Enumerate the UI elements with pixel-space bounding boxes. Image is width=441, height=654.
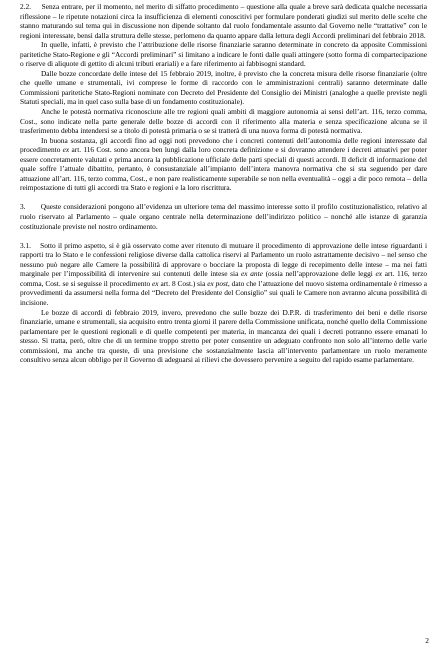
paragraph-text: Dalle bozze concordate delle intese del 15 febbraio 2019, inoltre, è previsto che la concreta misura delle risorse finanziarie (oltre che quelle umane e strumentali, ivi comprese le forme di raccordo con le amministrazioni centrali) saranno determinate dalle Commissioni paritetiche Stato-Regioni nominate con Decreto del Presidente del Consiglio dei Ministri (analoghe a quelle previste negli Statuti speciali, ma in quel caso sulla base di un fondamento costituzionale). <box>20 68 427 107</box>
document-body <box>20 2 427 365</box>
paragraph-text: art. 8 Cost.) sia <box>158 278 208 288</box>
paragraph-text: Anche le potestà normativa riconosciute alle tre regioni quali ambiti di maggiore autonomia ai sensi dell’art. 116, terzo comma, Cost., sono indicate nella parte generale delle bozze di accordi con il riferimento alla materia e senza specificazione alcuna se il trasferimento debba intendersi se a titolo di potestà primaria o se si tratterà di una nuova forma di potestà normativa. <box>20 107 427 136</box>
page-number: 2 <box>425 636 429 645</box>
paragraph <box>20 241 427 308</box>
paragraph-text: , dato che l’attuazione del nuovo sistema ordinamentale è rimesso a provvedimenti da assumersi nella forma del “Decreto del Presidente del Consiglio” sui quali le Camere non avranno alcuna possibilità di incisione. <box>20 278 428 307</box>
paragraph-text: 2.2. Senza entrare, per il momento, nel merito di siffatto procedimento – questione alla quale a breve sarà dedicata qualche necessaria riflessione – le ripetute notazioni circa la insufficienza di elementi conoscitivi per formulare ponderati giudizi sul merito delle scelte che stanno maturando sul tema qui in discussione non dipende soltanto dal ruolo fondamentale assunto dal Governo nelle “trattative” con le regioni interessate, bensì dalla struttura delle stesse, perlomeno da quanto appare dalla lettura degli Accordi preliminari del febbraio 2018. <box>20 2 427 40</box>
paragraph-text: 3.1. Sotto il primo aspetto, si è già osservato come aver ritenuto di mutuare il procedimento di approvazione delle intese riguardanti i rapporti tra lo Stato e le confessioni religiose diverse dalla cattolica riservi al Parlamento un ruolo astrattamente decisivo – nel senso che nessuno può negare alle Camere la possibilità di approvare o bocciare la proposta di legge di recepimento delle intese – ma nei fatti marginale per l’impossibilità di intervenire sui contenuti delle intese sia <box>20 240 427 279</box>
italic-text: ex <box>152 278 159 288</box>
paragraph-text: art. 116, terzo comma, Cost. se si seguisse il procedimento <box>20 269 428 288</box>
paragraph-text: Le bozze di accordi di febbraio 2019, invero, prevedono che sulle bozze dei D.P.R. di trasferimento dei beni e delle risorse finanziarie, umane e strumentali, sia acquisito entro trenta giorni il parere della Commissione unificata, nonché quello della Commissione parlamentare per le questioni regionali e di quelle competenti per materia, in mancanza dei quali i decreti potranno essere emanati lo stesso. Si tratta, però, oltre che di un termine troppo stretto per poter consentire un adeguato confronto non solo all’interno delle varie commissioni, ma anche tra queste, di una previsione che sostanzialmente lascia all’intervento parlamentare un ruolo meramente consultivo senza alcun obbligo per il Governo di adeguarsi ai rilievi che dovessero pervenire a seguito del rapido esame parlamentare. <box>20 307 427 365</box>
italic-text: ex ante <box>241 269 263 279</box>
paragraph <box>20 40 427 69</box>
paragraph-text: In quelle, infatti, è previsto che l’attribuzione delle risorse finanziarie saranno determinate in concreto da apposite Commissioni paritetiche Stato-Regione e gli “Accordi preliminari” si limitano a indicare le fonti dalle quali attingere (sotto forma di compartecipazione o riserve di aliquote di gettito di alcuni tributi erariali) e a fare riferimento ai fabbisogni standard. <box>20 40 427 69</box>
paragraph <box>20 308 427 365</box>
paragraph <box>20 136 427 193</box>
italic-text: ex <box>375 269 383 279</box>
paragraph-text: (ossia nell’approvazione delle leggi <box>262 269 376 279</box>
italic-text: ex <box>62 145 70 155</box>
paragraph-text: art. 116 Cost. sono ancora ben lungi dalla loro concreta definizione e si dovranno attendere i decreti attuativi per poter essere concretamente valutati e prima ancora la pubblicazione ufficiale delle parti speciali di questi accordi. Il deficit di informazione del quale soffre l’attuale dibattito, pertanto, è consustanziale all’impianto dell’intera manovra normativa che si sta seguendo per dare attuazione all’art. 116, terzo comma, Cost., e non pare realisticamente superabile se non nella eventualità – oggi a dir poco remota – della reimpostazione di tutti gli accordi tra Stato e regioni e la loro riscrittura. <box>20 145 428 193</box>
paragraph-spacer <box>20 231 427 241</box>
paragraph-text: 3. Queste considerazioni pongono all’evidenza un ulteriore tema del massimo interesse sotto il profilo costituzionalistico, relativo al ruolo riservato al Parlamento – quale organo centrale nella determinazione dell’indirizzo politico – nonché alle istanze di garanzia costituzionale previste nel nostro ordinamento. <box>20 202 427 231</box>
paragraph <box>20 202 427 231</box>
paragraph <box>20 107 427 136</box>
paragraph-spacer <box>20 193 427 203</box>
paragraph-text: In buona sostanza, gli accordi fino ad oggi noti prevedono che i concreti contenuti dell’autonomia delle regioni interessate dal procedimento <box>20 135 427 155</box>
paragraph <box>20 69 427 107</box>
italic-text: ex post <box>207 278 228 288</box>
paragraph <box>20 2 427 40</box>
